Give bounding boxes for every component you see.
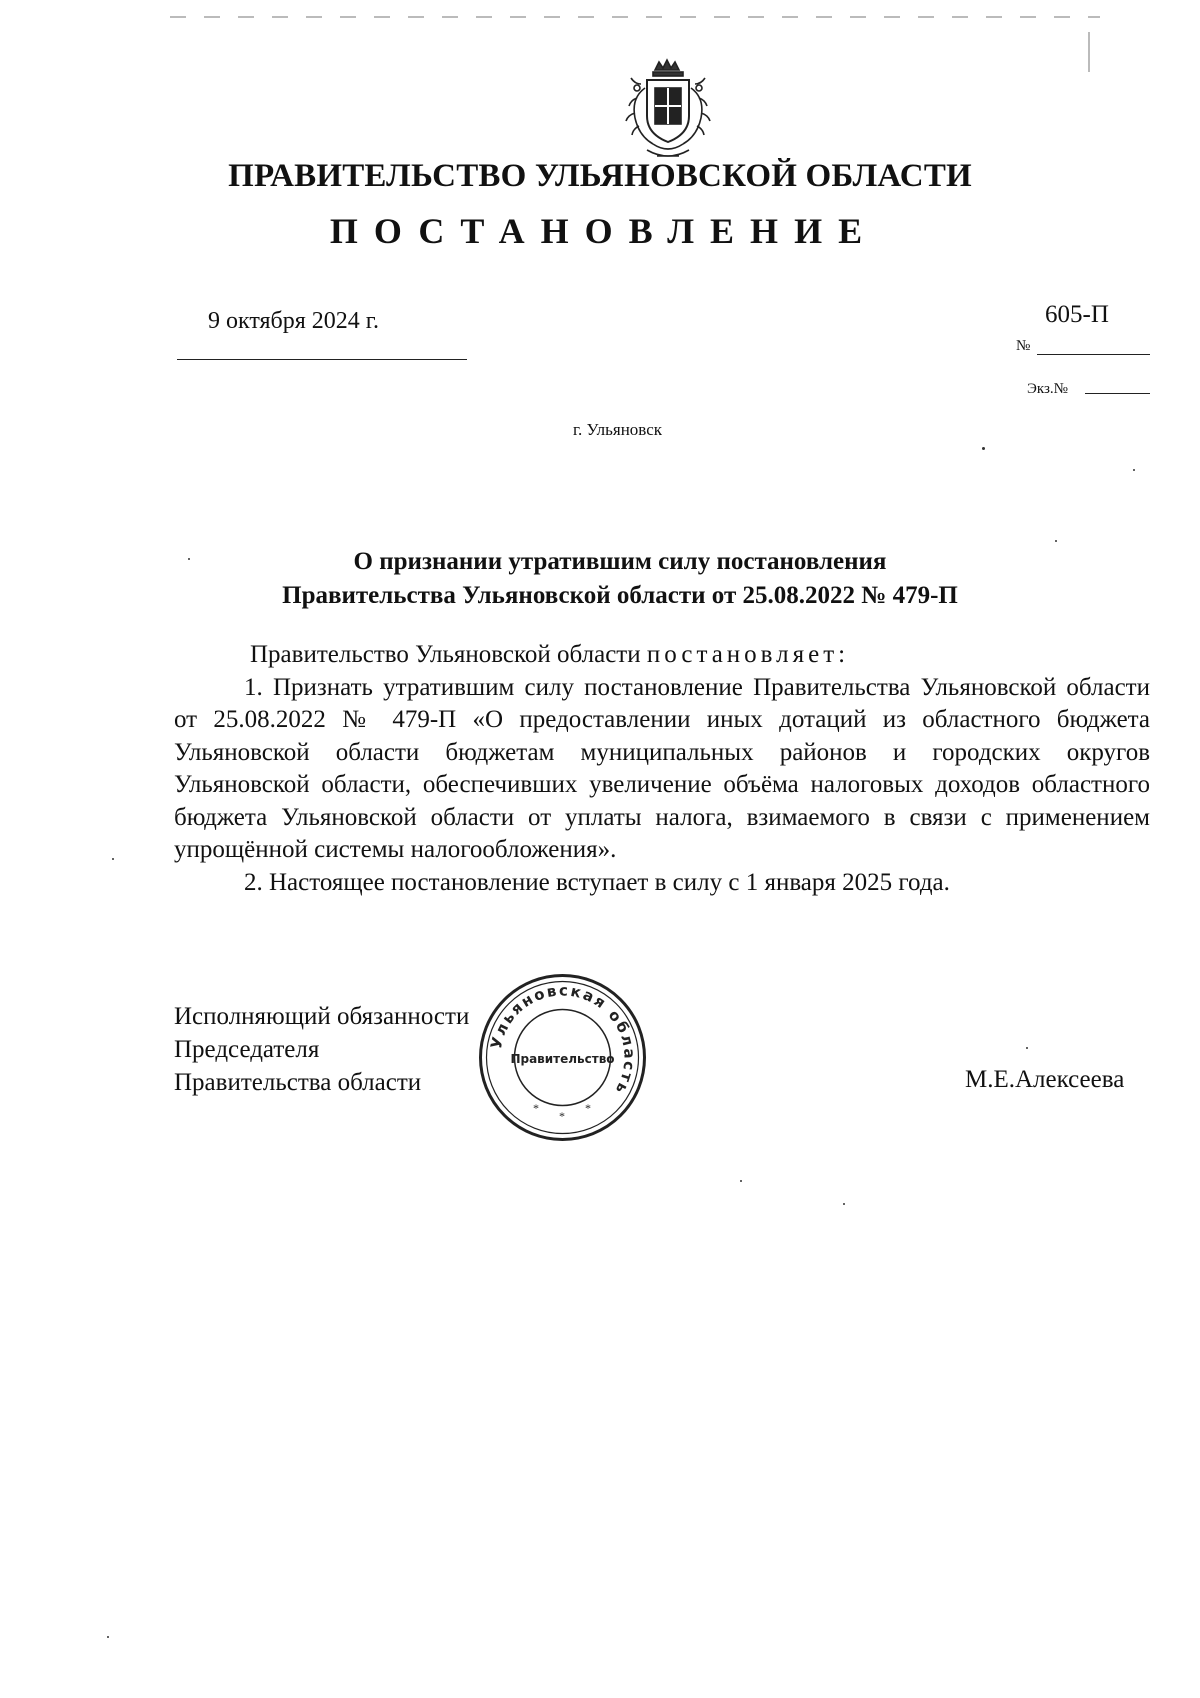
svg-text:Ульяновская область: Ульяновская область (486, 981, 639, 1099)
number-label: № (1016, 338, 1031, 354)
document-number: 605-П (1045, 301, 1109, 328)
date-underline (177, 359, 467, 360)
position-line-3: Правительства области (174, 1069, 422, 1096)
svg-text:*: * (559, 1109, 565, 1123)
point-2-paragraph: 2. Настоящее постановление вступает в силу с 1 января 2025 года. (244, 868, 950, 896)
scan-speck (982, 447, 985, 450)
scan-artifact-edge (1088, 32, 1090, 72)
svg-text:*: * (585, 1101, 591, 1115)
scan-speck (1026, 1047, 1028, 1049)
scan-speck (112, 858, 114, 860)
intro-paragraph (174, 639, 1150, 672)
scan-speck (843, 1203, 845, 1205)
scan-speck (188, 558, 190, 560)
intro-text: Правительство Ульяновской области (250, 641, 647, 668)
organization-title: ПРАВИТЕЛЬСТВО УЛЬЯНОВСКОЙ ОБЛАСТИ (228, 158, 972, 194)
scan-speck (1055, 540, 1057, 542)
svg-text:*: * (533, 1101, 539, 1115)
official-seal-stamp (475, 970, 650, 1145)
scan-speck (107, 1636, 109, 1638)
document-date: 9 октября 2024 г. (208, 308, 379, 334)
scan-speck (740, 1180, 742, 1182)
subject-line-1: О признании утратившим силу постановления (353, 548, 887, 575)
point-1-paragraph: 1. Признать утратившим силу постановление Правительства Ульяновской области от 25.08.2022 № 479-П «О предоставлении иных дотаций из областного бюджета Ульяновской области бюджетам муниципальных районов и городских округов Ульяновской области, обеспечивших увеличение объёма налоговых доходов областного бюджета Ульяновской области от уплаты налога, взимаемого в связи с применением упрощённой системы налогообложения». (174, 673, 1150, 863)
scan-artifact-top (170, 16, 1100, 18)
signer-position (174, 1000, 469, 1099)
document-subject (240, 545, 1000, 613)
position-line-2: Председателя (174, 1036, 320, 1063)
position-line-1: Исполняющий обязанности (174, 1003, 470, 1030)
coat-of-arms-emblem (617, 58, 717, 168)
svg-text:Правительство: Правительство (510, 1052, 615, 1066)
copy-number-underline (1085, 393, 1150, 394)
document-body (174, 639, 1150, 899)
number-underline (1037, 354, 1150, 355)
city-name: г. Ульяновск (572, 420, 663, 439)
signer-name: М.Е.Алексеева (965, 1066, 1125, 1093)
subject-line-2: Правительства Ульяновской области от 25.08.2022 № 479-П (282, 582, 958, 609)
intro-action: постановляет: (646, 641, 850, 668)
document-type-heading: ПОСТАНОВЛЕНИЕ (329, 211, 879, 251)
scan-speck (1133, 469, 1135, 471)
copy-number-label: Экз.№ (1027, 381, 1068, 397)
